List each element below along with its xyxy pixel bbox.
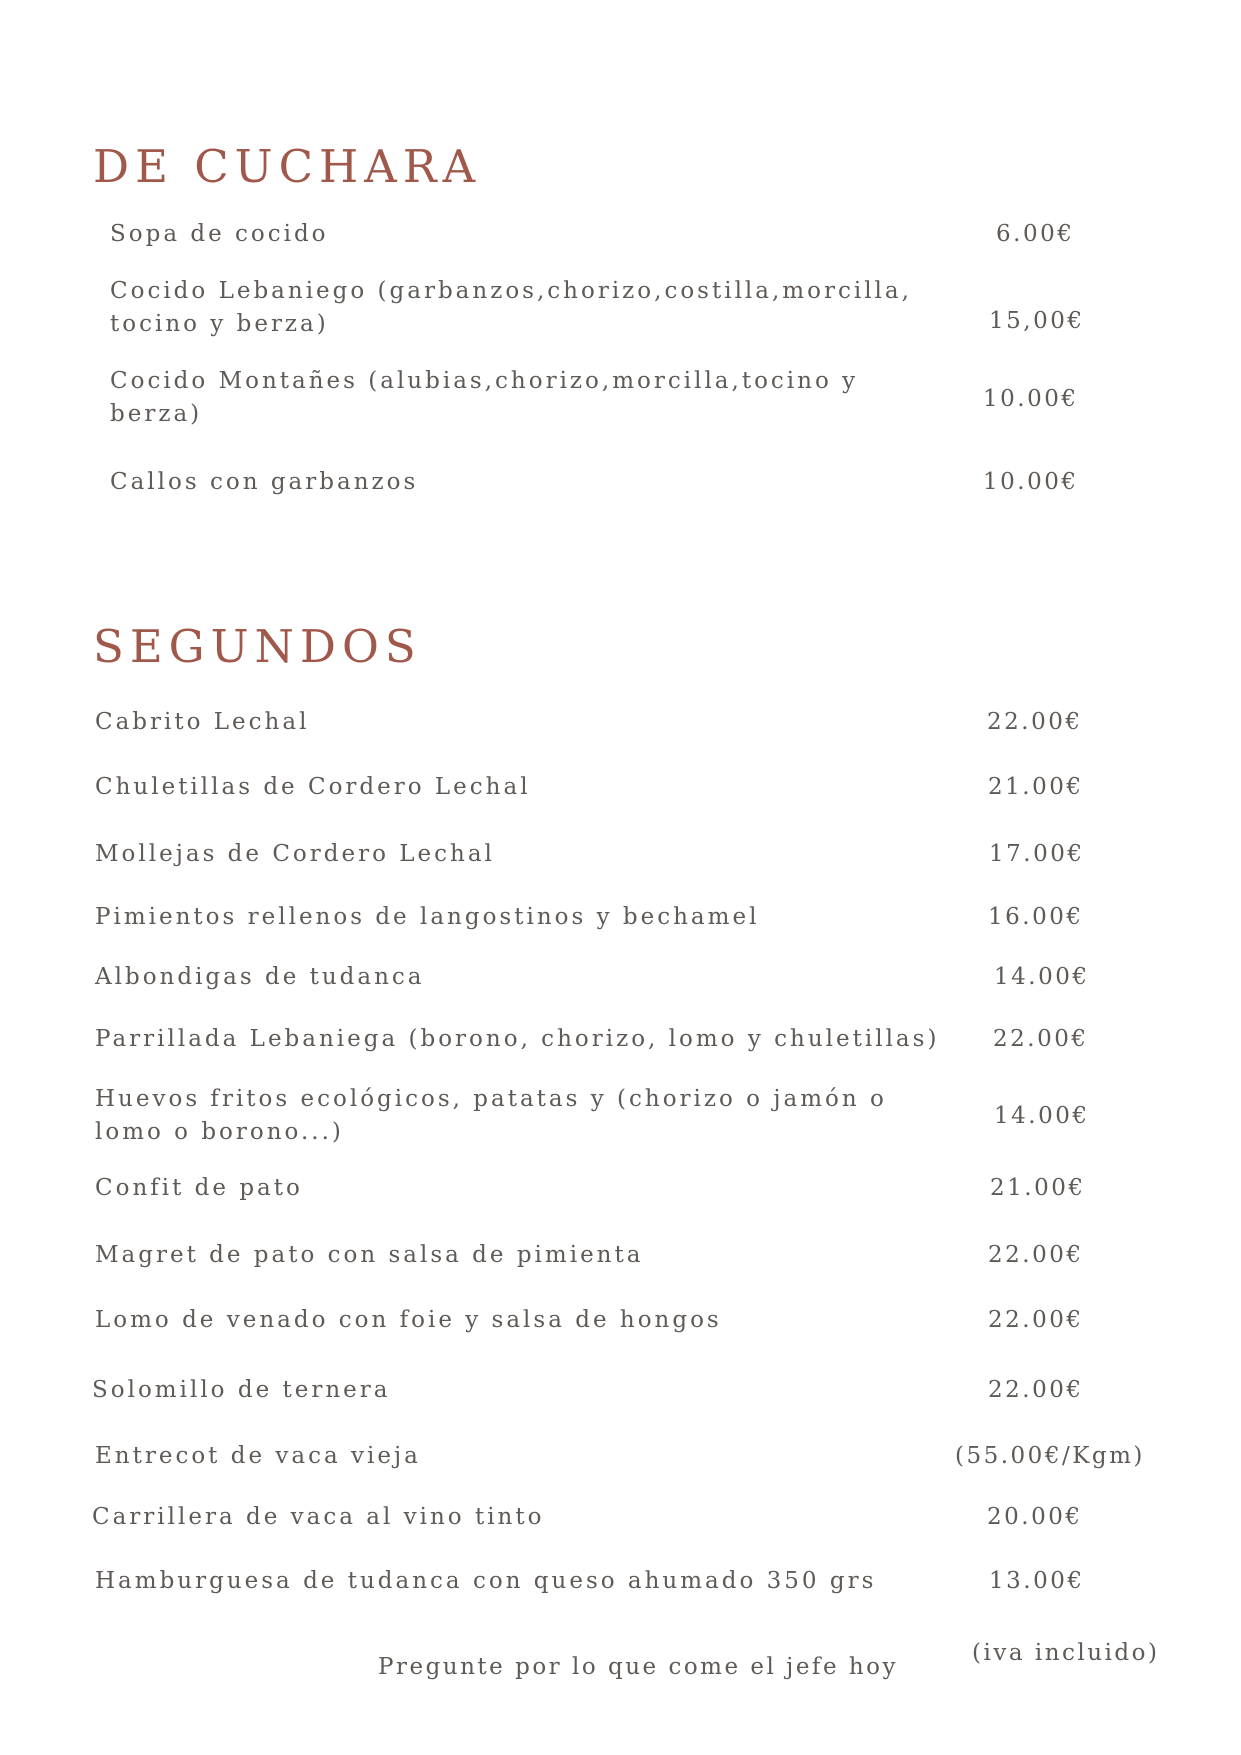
menu-item-price: (55.00€/Kgm) xyxy=(955,1443,1145,1469)
section-title-de-cuchara: DE CUCHARA xyxy=(93,140,482,193)
menu-item-price: 14.00€ xyxy=(994,964,1090,990)
menu-item-price: 15,00€ xyxy=(989,308,1085,334)
menu-item-price: 16.00€ xyxy=(988,904,1084,930)
menu-item-name-continued: berza) xyxy=(110,401,203,427)
menu-item-name: Cabrito Lechal xyxy=(95,709,310,735)
menu-item-name: Lomo de venado con foie y salsa de hongos xyxy=(95,1307,722,1333)
menu-item-name: Callos con garbanzos xyxy=(110,469,419,495)
menu-item-name: Cocido Lebaniego (garbanzos,chorizo,costilla,morcilla, xyxy=(110,278,912,304)
menu-item-name: Albondigas de tudanca xyxy=(95,964,425,990)
menu-item-name: Confit de pato xyxy=(95,1175,303,1201)
chef-note: Pregunte por lo que come el jefe hoy xyxy=(378,1654,899,1680)
menu-item-name: Chuletillas de Cordero Lechal xyxy=(95,774,531,800)
menu-item-price: 10.00€ xyxy=(983,469,1079,495)
menu-item-price: 22.00€ xyxy=(988,1307,1084,1333)
menu-item-name: Magret de pato con salsa de pimienta xyxy=(95,1242,644,1268)
menu-item-name-continued: lomo o borono...) xyxy=(95,1119,344,1145)
menu-item-name: Hamburguesa de tudanca con queso ahumado 350 grs xyxy=(95,1568,877,1594)
menu-item-name: Mollejas de Cordero Lechal xyxy=(95,841,495,867)
menu-item-name: Sopa de cocido xyxy=(110,221,329,247)
menu-item-name: Huevos fritos ecológicos, patatas y (chorizo o jamón o xyxy=(95,1086,887,1112)
menu-item-name: Entrecot de vaca vieja xyxy=(95,1443,421,1469)
menu-item-price: 21.00€ xyxy=(990,1175,1086,1201)
menu-item-price: 10.00€ xyxy=(983,386,1079,412)
menu-item-price: 22.00€ xyxy=(988,1242,1084,1268)
menu-item-price: 22.00€ xyxy=(987,709,1083,735)
menu-item-price: 14.00€ xyxy=(994,1103,1090,1129)
section-title-segundos: SEGUNDOS xyxy=(93,620,422,673)
menu-item-price: 22.00€ xyxy=(988,1377,1084,1403)
menu-item-price: 13.00€ xyxy=(989,1568,1085,1594)
menu-item-name: Cocido Montañes (alubias,chorizo,morcilla,tocino y xyxy=(110,368,859,394)
menu-item-name: Parrillada Lebaniega (borono, chorizo, lomo y chuletillas) xyxy=(95,1026,940,1052)
menu-item-name-continued: tocino y berza) xyxy=(110,311,329,337)
tax-note: (iva incluido) xyxy=(972,1640,1160,1666)
menu-item-price: 6.00€ xyxy=(996,221,1075,247)
menu-item-price: 21.00€ xyxy=(988,774,1084,800)
menu-item-price: 22.00€ xyxy=(993,1026,1089,1052)
menu-item-price: 17.00€ xyxy=(989,841,1085,867)
menu-item-name: Carrillera de vaca al vino tinto xyxy=(92,1504,545,1530)
menu-item-name: Solomillo de ternera xyxy=(92,1377,391,1403)
menu-item-name: Pimientos rellenos de langostinos y bechamel xyxy=(95,904,760,930)
menu-item-price: 20.00€ xyxy=(987,1504,1083,1530)
